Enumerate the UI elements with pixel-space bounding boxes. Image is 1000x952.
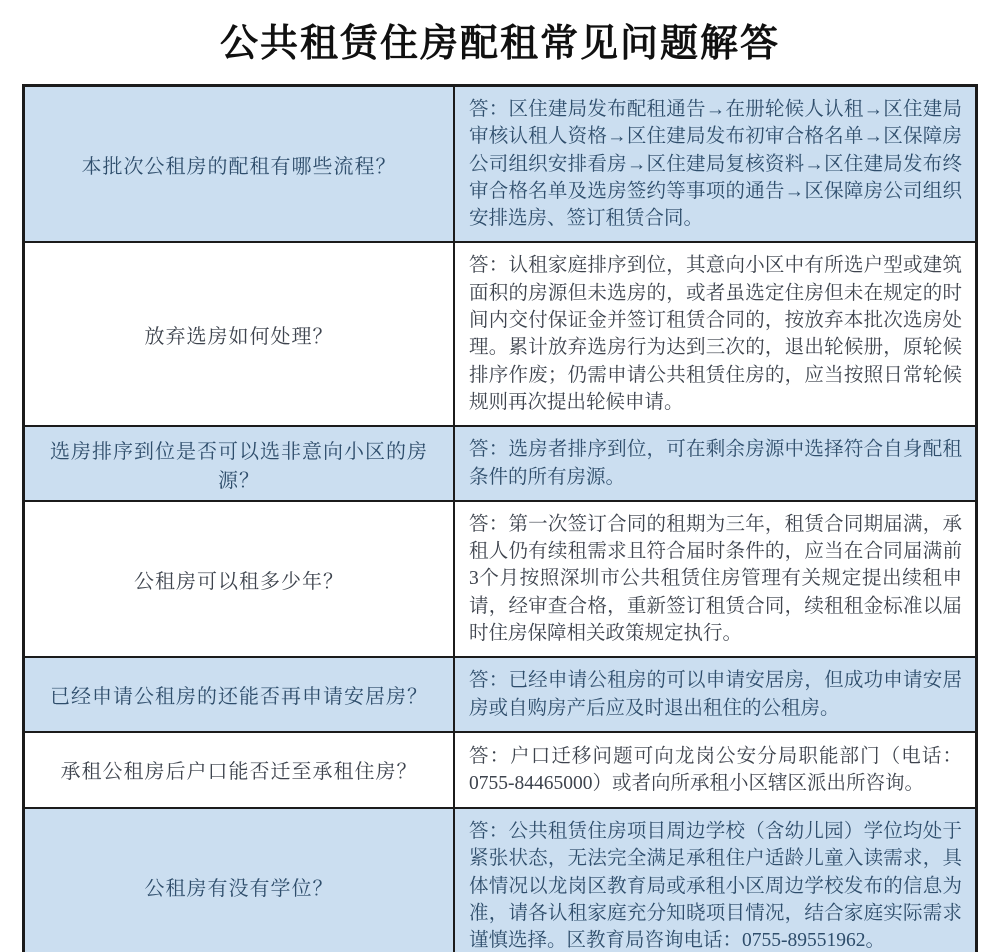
- question-cell: 公租房可以租多少年？: [134, 570, 344, 593]
- answer-cell: [453, 733, 975, 807]
- answer-text: 答：第一次签订合同的租期为三年，租赁合同期届满，承租人仍有续租需求且符合届时条件的，应当在合同届满前3个月按照深圳市公共租赁住房管理有关规定提出续租申请，经审查合格，重新签订租赁合同，续租租金标准以届时住房保障相关政策规定执行。: [469, 513, 962, 645]
- answer-text: 答：已经申请公租房的可以申请安居房，但成功申请安居房或自购房产后应及时退出租住的公租房。: [469, 670, 962, 719]
- answer-cell: [453, 87, 975, 241]
- answer-text: 答：公共租赁住房项目周边学校（含幼儿园）学位均处于紧张状态，无法完全满足承租住户适龄儿童入读需求，具体情况以龙岗区教育局或承租小区周边学校发布的信息为准，请各认租家庭充分知晓项目情况，结合家庭实际需求谨慎选择。区教育局咨询电话：0755-89551962。: [469, 820, 962, 952]
- table-row: [25, 656, 975, 731]
- faq-table: [22, 84, 978, 952]
- table-row: [25, 807, 975, 952]
- question-cell: 选房排序到位是否可以选非意向小区的房源？: [50, 440, 428, 492]
- answer-cell: [453, 243, 975, 425]
- question-cell: 公租房有没有学位？: [144, 877, 334, 900]
- table-row: [25, 731, 975, 807]
- question-cell: 本批次公租房的配租有哪些流程？: [81, 155, 397, 178]
- answer-text: 答：户口迁移问题可向龙岗公安分局职能部门（电话：0755-84465000）或者向所承租小区辖区派出所咨询。: [469, 745, 962, 794]
- answer-cell: [453, 809, 975, 952]
- page-title: 公共租赁住房配租常见问题解答: [219, 23, 780, 65]
- answer-text: 答：选房者排序到位，可在剩余房源中选择符合自身配租条件的所有房源。: [469, 439, 962, 488]
- table-row: [25, 425, 975, 500]
- answer-text: 答：区住建局发布配租通告→在册轮候人认租→区住建局审核认租人资格→区住建局发布初审合格名单→区保障房公司组织安排看房→区住建局复核资料→区住建局发布终审合格名单及选房签约等事项的通告→区保障房公司组织安排选房、签订租赁合同。: [469, 99, 962, 230]
- table-row: [25, 500, 975, 656]
- question-cell: 承租公租房后户口能否迁至承租住房？: [60, 761, 418, 784]
- table-row: [25, 241, 975, 425]
- table-row: [25, 87, 975, 241]
- question-cell: 放弃选房如何处理？: [144, 325, 334, 348]
- answer-cell: [453, 427, 975, 500]
- answer-cell: [453, 658, 975, 731]
- answer-text: 答：认租家庭排序到位，其意向小区中有所选户型或建筑面积的房源但未选房的，或者虽选定住房但未在规定的时间内交付保证金并签订租赁合同的，按放弃本批次选房处理。累计放弃选房行为达到三次的，退出轮候册，原轮候排序作废；仍需申请公共租赁住房的，应当按照日常轮候规则再次提出轮候申请。: [469, 255, 962, 413]
- question-cell: 已经申请公租房的还能否再申请安居房？: [50, 686, 428, 709]
- answer-cell: [453, 502, 975, 656]
